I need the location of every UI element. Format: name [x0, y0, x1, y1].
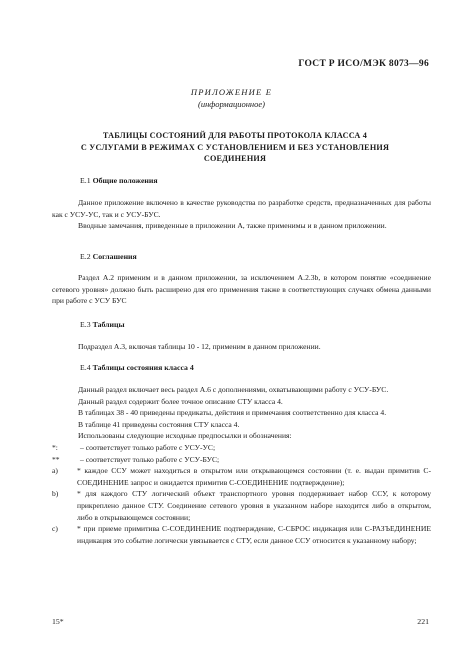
section-title: Соглашения	[92, 252, 137, 261]
title-line: СОЕДИНЕНИЯ	[203, 154, 267, 163]
paragraph: Данный раздел включает весь раздел А.6 с дополнениями, охватывающими работу с УСУ-БУС.	[78, 385, 389, 394]
paragraph: Раздел А.2 применим и в данном приложении, за исключением А.2.3b, в котором понятие «соединение сетевого уровня» должно быть расширено для его применения также в соответствующих случаях обмена данными при работе с УСУ БУС	[52, 273, 431, 306]
section-body-e1	[52, 197, 431, 232]
footer-signature-mark: 15*	[52, 617, 64, 626]
section-number: Е.4	[80, 363, 91, 372]
section-title: Таблицы состояния класса 4	[92, 363, 194, 372]
list-text: * при приеме примитива С-СОЕДИНЕНИЕ подтверждение, С-СБРОС индикация или С-РАЗЪЕДИНЕНИЕ индикация это событие логически увязывается с СТУ, если данное ССУ относится к указанному набору;	[77, 524, 431, 545]
list-item	[52, 442, 431, 454]
list-text: * каждое ССУ может находиться в открытом или открывающемся состоянии (т. е. выдан примитив С-СОЕДИНЕНИЕ запрос и ожидается примитив С-СОЕДИНЕНИЕ подтверждение);	[77, 466, 431, 487]
section-body-e2	[52, 272, 431, 307]
section-heading-e1	[80, 176, 158, 185]
list-marker: **	[52, 454, 60, 464]
section-heading-e3	[80, 320, 125, 329]
list-item	[52, 523, 431, 546]
list-text: * для каждого СТУ логический объект транспортного уровня поддерживает набор ССУ, к которому прикреплено данное СТУ. Соединение сетевого уровня в указанном наборе находится либо в открытом, либо в открывающемся состоянии;	[77, 489, 431, 522]
section-title: Общие положения	[92, 176, 158, 185]
list-text: – соответствует только работе с УСУ-БУС;	[80, 454, 220, 464]
paragraph: Использованы следующие исходные предпосылки и обозначения:	[78, 431, 292, 441]
paragraph: Данное приложение включено в качестве руководства по разработке средств, предназначенных для работы как с УСУ-УС, так и с УСУ-БУС.	[52, 198, 431, 219]
appendix-subtitle: (информационное)	[197, 99, 265, 109]
list-marker: a)	[52, 466, 58, 476]
list-text: – соответствует только работе с УСУ-УС;	[80, 442, 216, 452]
section-number: Е.2	[80, 252, 91, 261]
list-marker: *:	[52, 442, 58, 452]
list-item	[52, 465, 431, 488]
page-number: 221	[417, 617, 429, 626]
section-number: Е.1	[80, 176, 91, 185]
paragraph: Данный раздел содержит более точное описание СТУ класса 4.	[78, 396, 283, 406]
paragraph: Вводные замечания, приведенные в приложении А, также применимы и в данном приложении.	[78, 221, 387, 231]
list-item	[52, 454, 431, 466]
paragraph: Подраздел А.3, включая таблицы 10 - 12, применим в данном приложении.	[78, 342, 321, 351]
section-body-e4	[52, 384, 431, 546]
title-line: ТАБЛИЦЫ СОСТОЯНИЙ ДЛЯ РАБОТЫ ПРОТОКОЛА КЛАССА 4	[102, 131, 368, 140]
section-heading-e2	[80, 252, 137, 261]
list-marker: b)	[52, 489, 59, 499]
title-line: С УСЛУГАМИ В РЕЖИМАХ С УСТАНОВЛЕНИЕМ И БЕЗ УСТАНОВЛЕНИЯ	[80, 142, 390, 152]
section-heading-e4	[80, 363, 194, 372]
document-title	[40, 130, 430, 165]
paragraph: В таблицах 38 - 40 приведены предикаты, действия и примечания соответственно для класса 4.	[78, 408, 387, 418]
appendix-title: ПРИЛОЖЕНИЕ Е	[190, 87, 273, 97]
section-body-e3	[52, 341, 431, 353]
standard-header: ГОСТ Р ИСО/МЭК 8073—96	[298, 59, 429, 69]
list-marker: c)	[52, 524, 58, 534]
section-number: Е.3	[80, 320, 91, 329]
paragraph: В таблице 41 приведены состояния СТУ класса 4.	[78, 419, 240, 429]
section-title: Таблицы	[92, 320, 125, 329]
list-item	[52, 488, 431, 523]
